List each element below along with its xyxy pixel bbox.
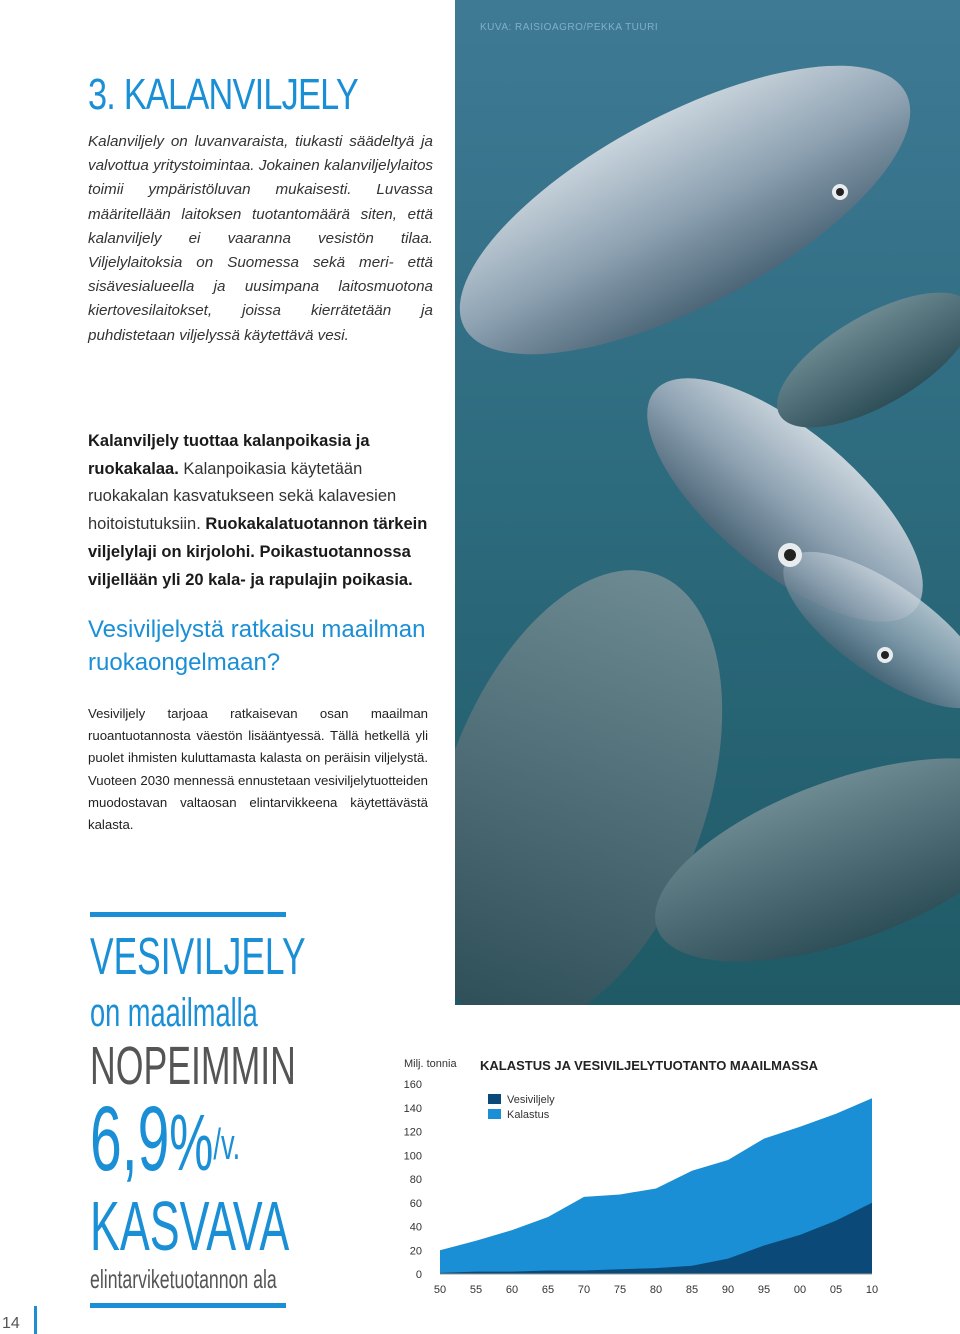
x-tick-label: 50 xyxy=(433,1284,447,1296)
lead-paragraph xyxy=(88,428,438,594)
subheading: Vesiviljelystä ratkaisu maailman ruokaongelmaan? xyxy=(88,616,426,676)
y-tick-label: 80 xyxy=(409,1174,422,1186)
body-paragraph: Vesiviljely tarjoaa ratkaisevan osan maailman ruoantuotannosta väestön lisääntyessä. Tällä hetkellä yli puolet ihmisten kuluttamasta kalasta on peräisin viljelystä. Vuoteen 2030 mennessä ennustetaan vesiviljelytuotteiden muodostavan valtaosan elintarvikkeena käytettävästä kalasta. xyxy=(88,706,428,833)
x-tick-label: 70 xyxy=(577,1284,591,1296)
x-tick-label: 85 xyxy=(685,1284,699,1296)
photo-credit: KUVA: RAISIOAGRO/PEKKA TUURI xyxy=(480,22,659,33)
legend-label-vesiviljely: Vesiviljely xyxy=(507,1094,555,1106)
y-tick-label: 100 xyxy=(403,1150,422,1163)
legend-swatch-kalastus xyxy=(488,1109,501,1119)
page-number: 14 xyxy=(2,1315,20,1332)
infographic-growth xyxy=(90,912,306,1308)
infographic-line2: on maailmalla xyxy=(90,991,258,1035)
y-tick-label: 20 xyxy=(409,1245,422,1258)
x-tick-label: 00 xyxy=(793,1284,807,1296)
legend-swatch-vesiviljely xyxy=(488,1094,501,1104)
y-tick-label: 60 xyxy=(409,1197,422,1210)
lead-text: Kalanpoikasia käytetään ruokakalan kasvatukseen sekä kalavesien hoitoistutuksiin. xyxy=(88,459,397,534)
x-tick-label: 95 xyxy=(757,1284,771,1296)
page-edge-bar xyxy=(34,1306,37,1334)
y-tick-label: 120 xyxy=(403,1126,422,1139)
chart-plot xyxy=(404,1079,878,1296)
infographic-line5: KASVAVA xyxy=(90,1187,290,1265)
growth-per-year: /v. xyxy=(213,1120,241,1169)
x-tick-label: 75 xyxy=(613,1284,627,1296)
top-rule xyxy=(90,912,286,917)
lead-bold-2: Ruokakalatuotannon tärkein viljelylaji on kirjolohi. Poikastuotannossa viljellään yli 20 kala- ja rapulajin poikasia. xyxy=(88,515,428,589)
production-chart xyxy=(380,1050,880,1310)
y-tick-label: 0 xyxy=(415,1269,422,1281)
infographic-line3: NOPEIMMIN xyxy=(90,1036,296,1096)
infographic-line6: elintarviketuotannon ala xyxy=(90,1264,277,1294)
x-tick-label: 10 xyxy=(865,1284,879,1296)
lead-bold-1: Kalanviljely tuottaa kalanpoikasia ja ruokakalaa. xyxy=(88,432,370,478)
y-tick-label: 40 xyxy=(409,1221,422,1234)
y-axis-label: Milj. tonnia xyxy=(404,1058,457,1070)
bottom-rule xyxy=(90,1303,286,1308)
x-tick-label: 60 xyxy=(505,1284,519,1296)
x-tick-label: 65 xyxy=(541,1284,555,1296)
fish-photo xyxy=(455,0,960,1005)
section-title: 3. KALANVILJELY xyxy=(88,70,359,119)
growth-rate xyxy=(90,1088,241,1190)
intro-paragraph: Kalanviljely on luvanvaraista, tiukasti säädeltyä ja valvottua yritystoimintaa. Jokainen kalanviljelylaitos toimii ympäristöluvan mukaisesti. Luvassa määritellään laitoksen tuotantomäärä siten, että kalanviljely ei vaaranna vesistön tilaa. Viljelylaitoksia on Suomessa sekä meri- että sisävesialueella ja uusimpana laitosmuotona kiertovesilaitokset, joissa kierrätetään ja puhdistetaan viljelyssä käytettävä vesi. xyxy=(88,133,433,344)
growth-percent: % xyxy=(169,1098,214,1187)
infographic-line1: VESIVILJELY xyxy=(90,928,306,986)
x-tick-label: 90 xyxy=(721,1284,735,1296)
legend-label-kalastus: Kalastus xyxy=(507,1109,550,1121)
growth-number: 6,9 xyxy=(90,1088,170,1190)
y-tick-label: 140 xyxy=(403,1102,422,1115)
chart-title: KALASTUS JA VESIVILJELYTUOTANTO MAAILMASSA xyxy=(480,1058,819,1073)
x-tick-label: 80 xyxy=(649,1284,663,1296)
y-tick-label: 160 xyxy=(403,1079,422,1091)
x-tick-label: 05 xyxy=(829,1284,843,1296)
x-tick-label: 55 xyxy=(469,1284,483,1296)
